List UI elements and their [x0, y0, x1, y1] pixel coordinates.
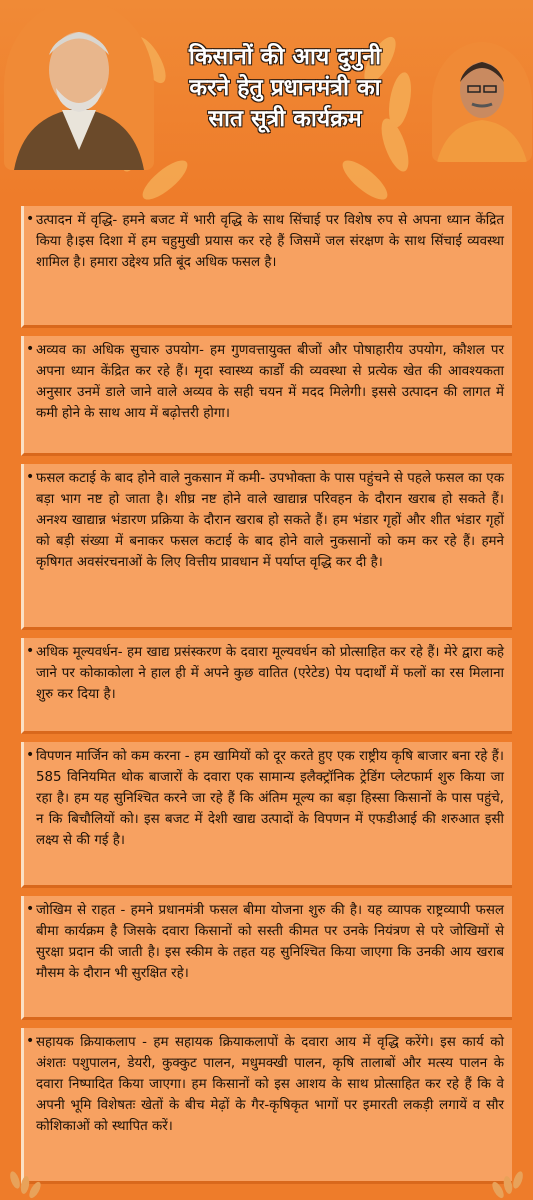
- title-line: किसानों की आय दुगुनी: [188, 44, 382, 70]
- list-item: • अव्यव का अधिक सुचारु उपयोग- हम गुणवत्तायुक्त बीजों और पोषाहारीय उपयोग, कौशल पर अपना ध्यान केंद्रित कर रहे हैं। मृदा स्वास्थ्य कार्डों की व्यवस्था से प्रत्येक खेत की आवश्यकता अनुसार उनमें डाले जाने वाले अव्यव के सही चयन में मदद मिलेगी। इससे उत्पादन की लागत में कमी होने के साथ आय में बढ़ोत्तरी होगा।: [21, 336, 512, 456]
- page-title: [150, 42, 420, 135]
- wheat-icon: [0, 1140, 60, 1200]
- content-panel: [21, 206, 512, 1190]
- list-item: • सहायक क्रियाकलाप - हम सहायक क्रियाकलापों के दवारा आय में वृद्धि करेंगे। इस कार्य को अंशतः पशुपालन, डेयरी, कुक्कुट पालन, मधुमक्खी पालन, कृषि तालाबों और मत्स्य पालन के दवारा निष्पादित किया जाएगा। हम किसानों को इस आशय के साथ प्रोत्साहित कर रहे हैं कि वे अपनी भूमि विशेषतः खेतों के बीच मेढ़ों के गैर-कृषिकृत भागों पर इमारती लकड़ी लगायें व सौर कोशिकाओं को स्थापित करें।: [21, 1028, 512, 1184]
- wheat-icon: [473, 1140, 533, 1200]
- pm-portrait: [4, 0, 154, 170]
- title-line: सात सूत्री कार्यक्रम: [208, 106, 362, 132]
- list-item: • उत्पादन में वृद्धि- हमने बजट में भारी वृद्धि के साथ सिंचाई पर विशेष रुप से अपना ध्यान केंद्रित किया है।इस दिशा में हम चहुमुखी प्रयास कर रहे हैं जिसमें जल संरक्षण के साथ सिंचाई व्यवस्था शामिल है। हमारा उद्देश्य प्रति बूंद अधिक फसल है।: [21, 206, 512, 328]
- title-line: करने हेतु प्रधानमंत्री का: [189, 75, 381, 101]
- minister-portrait: [432, 42, 532, 162]
- list-item: • फसल कटाई के बाद होने वाले नुकसान में कमी- उपभोक्ता के पास पहुंचने से पहले फसल का एक बड़ा भाग नष्ट हो जाता है। शीघ्र नष्ट होने वाले खाद्यान्न परिवहन के दौरान खराब हो सकते हैं। अनश्य खाद्यान्न भंडारण प्रक्रिया के दौरान खराब हो सकते हैं। हम भंडार गृहों और शीत भंडार गृहों को बड़ी संख्या में बनाकर फसल कटाई के बाद होने वाले नुकसानों को कम कर रहे हैं। हमने कृषिगत अवसंरचनाओं के लिए वित्तीय प्रावधान में पर्याप्त वृद्धि कर दी है।: [21, 464, 512, 630]
- header-banner: [0, 0, 533, 200]
- list-item: • अधिक मूल्यवर्धन- हम खाद्य प्रसंस्करण के दवारा मूल्यवर्धन को प्रोत्साहित कर रहे हैं। मेरे द्वारा कहे जाने पर कोकाकोला ने हाल ही में अपने कुछ वातित (एरेटेड) पेय पदार्थों में फलों का रस मिलाना शुरु कर दिया है।: [21, 638, 512, 734]
- list-item: • विपणन मार्जिन को कम करना - हम खामियों को दूर करते हुए एक राष्ट्रीय कृषि बाजार बना रहे हैं। 585 विनियमित थोक बाजारों के दवारा एक सामान्य इलैक्ट्रॉनिक ट्रेडिंग प्लेटफार्म शुरु किया जा रहा है। हम यह सुनिश्चित करने जा रहे हैं कि अंतिम मूल्य का बड़ा हिस्सा किसानों के पास पहुंचे, न कि बिचौलियों को। इस बजट में देशी खाद्य उत्पादों के विपणन में एफडीआई की शरुआत इसी लक्ष्य से की गई है।: [21, 742, 512, 888]
- list-item: • जोखिम से राहत - हमने प्रधानमंत्री फसल बीमा योजना शुरु की है। यह व्यापक राष्ट्रव्यापी फसल बीमा कार्यक्रम है जिसके दवारा किसानों को सस्ती कीमत पर उनके नियंत्रण से परे जोखिमों से सुरक्षा प्रदान की जाती है। इस स्कीम के तहत यह सुनिश्चित किया जाएगा कि उनकी आय खराब मौसम के दौरान भी सुरक्षित रहे।: [21, 896, 512, 1020]
